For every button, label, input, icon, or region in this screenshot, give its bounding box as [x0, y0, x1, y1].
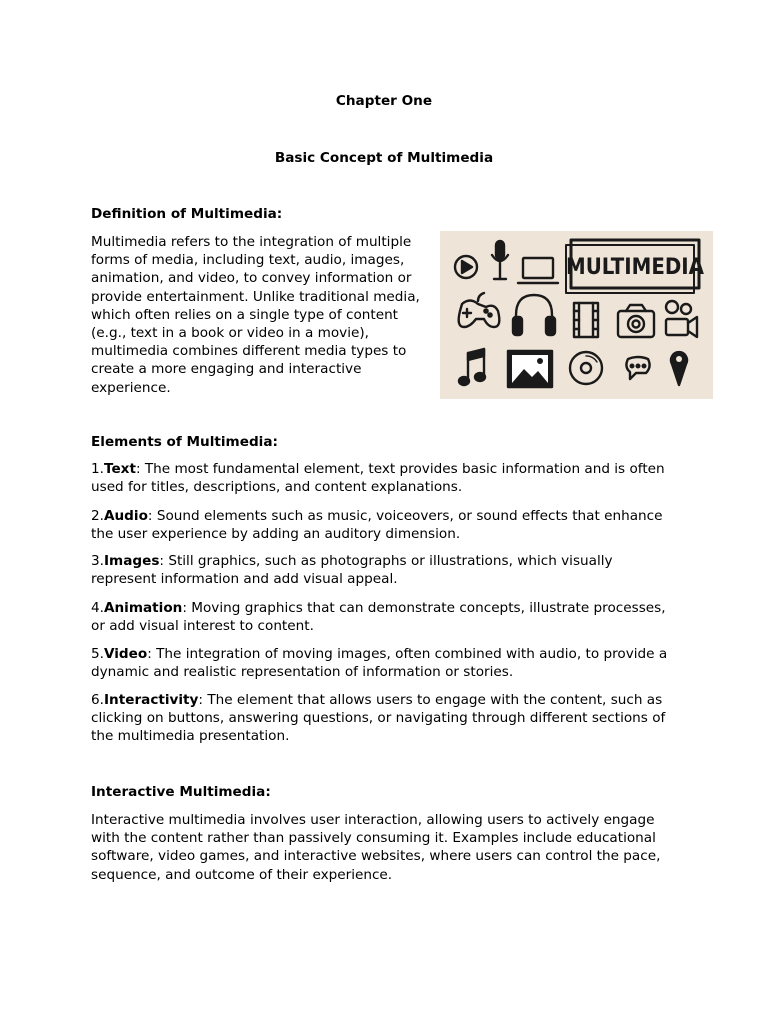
item-text: : Still graphics, such as photographs or illustrations, which visually — [159, 553, 613, 569]
gamepad-icon — [459, 293, 500, 327]
interactive-line: sequence, and outcome of their experience. — [91, 866, 393, 883]
definition-line: forms of media, including text, audio, images, — [91, 252, 405, 269]
interactive-paragraph — [91, 811, 691, 884]
interactive-line: with the content rather than passively consuming it. Examples include educational — [91, 830, 656, 847]
item-text: the user experience by adding an auditory dimension. — [91, 526, 461, 543]
definition-line: Multimedia refers to the integration of multiple — [91, 234, 412, 250]
item-text: dynamic and realistic representation of information or stories. — [91, 664, 514, 681]
item-number: 5. — [91, 646, 104, 662]
item-text: represent information and add visual appeal. — [91, 571, 398, 588]
item-number: 4. — [91, 600, 104, 616]
definition-line: animation, and video, to convey information or — [91, 270, 412, 287]
item-number: 3. — [91, 553, 104, 569]
list-item — [91, 460, 691, 496]
definition-heading: Definition of Multimedia: — [91, 206, 283, 222]
item-term: Audio — [103, 508, 148, 524]
list-item — [91, 507, 691, 543]
definition-line: which often relies on a single type of content — [91, 306, 399, 323]
disc-icon — [570, 352, 602, 384]
item-number: 2. — [91, 508, 104, 524]
multimedia-label-text: MULTIMEDIA — [566, 255, 704, 280]
video-camera-icon — [666, 301, 697, 337]
list-item — [91, 552, 691, 588]
list-item — [91, 645, 691, 681]
item-text: or add visual interest to content. — [91, 618, 314, 635]
microphone-icon — [492, 241, 508, 279]
picture-icon — [508, 351, 552, 387]
list-item — [91, 599, 691, 635]
definition-line: (e.g., text in a book or video in a movie), — [91, 325, 369, 342]
item-term: Images — [103, 553, 160, 569]
definition-line: multimedia combines different media types to — [91, 343, 407, 360]
definition-line: create a more engaging and interactive — [91, 361, 362, 378]
camera-icon — [618, 305, 654, 337]
item-text: used for titles, descriptions, and content explanations. — [91, 479, 463, 496]
definition-paragraph — [91, 233, 436, 397]
item-text: : Sound elements such as music, voiceovers, or sound effects that enhance — [147, 508, 663, 524]
headphones-icon — [513, 295, 555, 335]
item-term: Text — [103, 461, 136, 477]
film-strip-icon — [574, 303, 598, 337]
item-term: Video — [103, 646, 148, 662]
item-text: : The most fundamental element, text provides basic information and is often — [135, 461, 665, 477]
item-term: Animation — [103, 600, 183, 616]
document-title: Basic Concept of Multimedia — [274, 150, 494, 166]
definition-line: experience. — [91, 379, 171, 396]
play-icon — [455, 256, 477, 278]
item-text: : The integration of moving images, often combined with audio, to provide a — [147, 646, 668, 662]
item-text: clicking on buttons, answering questions, or navigating through different sections of — [91, 710, 666, 727]
item-text: : The element that allows users to engage with the content, such as — [198, 692, 663, 708]
list-item — [91, 691, 691, 746]
item-text: : Moving graphics that can demonstrate concepts, illustrate processes, — [182, 600, 666, 616]
item-term: Interactivity — [103, 692, 199, 708]
multimedia-illustration — [440, 231, 713, 399]
chat-bubble-icon — [626, 357, 649, 379]
map-pin-icon — [671, 352, 687, 385]
item-number: 1. — [91, 461, 104, 477]
elements-heading: Elements of Multimedia: — [91, 434, 278, 450]
item-number: 6. — [91, 692, 104, 708]
interactive-line: Interactive multimedia involves user interaction, allowing users to actively engage — [91, 812, 655, 828]
interactive-heading: Interactive Multimedia: — [91, 784, 271, 800]
item-text: the multimedia presentation. — [91, 728, 290, 745]
multimedia-label-box — [566, 240, 705, 293]
chapter-label: Chapter One — [335, 93, 433, 109]
interactive-line: software, video games, and interactive websites, where users can control the pace, — [91, 848, 661, 865]
monitor-icon — [518, 258, 558, 283]
music-note-icon — [459, 349, 485, 385]
definition-line: provide entertainment. Unlike traditional media, — [91, 288, 420, 305]
